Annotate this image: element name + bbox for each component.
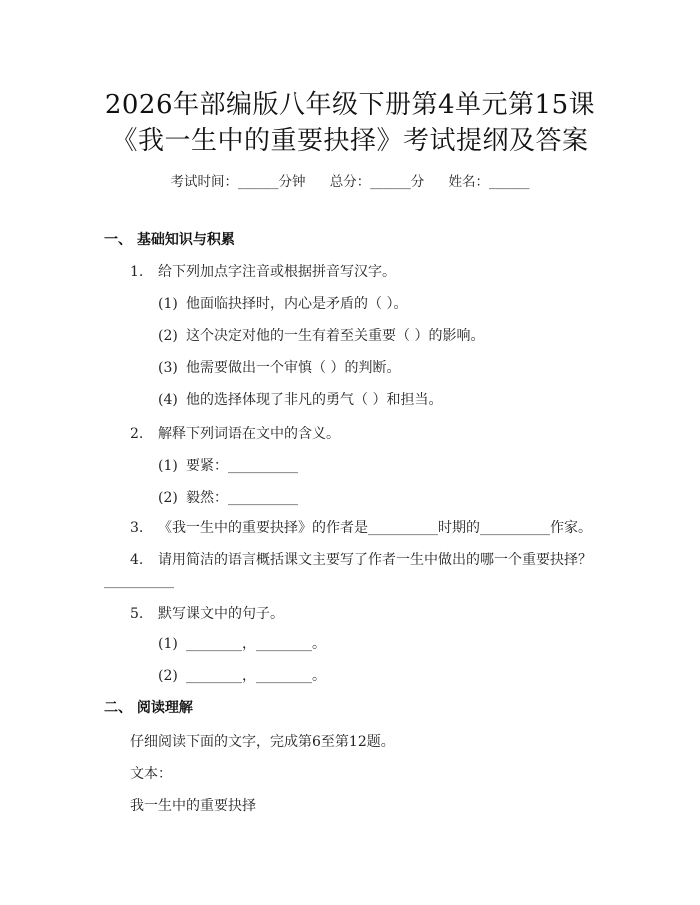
section-1-heading: 一、 基础知识与积累 [104, 232, 235, 248]
question-2-item-1 [158, 455, 298, 475]
question-5-item-2 [158, 665, 326, 685]
document-title-line-1: 2026年部编版八年级下册第4单元第15课 [104, 90, 596, 120]
question-2-item-2 [158, 487, 298, 507]
question-text: 给下列加点字注音或根据拼音写汉字。 [158, 264, 396, 280]
total-score-field: 总分：______分 [329, 174, 425, 190]
question-1-item-4 [158, 389, 442, 409]
question-5-item-1 [158, 633, 326, 653]
question-text: 《我一生中的重要抉择》的作者是__________时期的__________作家。 [158, 520, 592, 536]
item-number: (2) [158, 490, 178, 506]
student-name-field: 姓名：______ [448, 174, 530, 190]
reading-text-title: 我一生中的重要抉择 [130, 798, 256, 814]
item-number: (3) [158, 360, 178, 376]
question-text: 解释下列词语在文中的含义。 [158, 426, 340, 442]
question-number: 2. [130, 426, 144, 442]
question-2 [130, 423, 340, 443]
item-text: ________，________。 [186, 668, 326, 684]
question-4-answer-blank: __________ [104, 573, 174, 589]
question-number: 3. [130, 520, 144, 536]
document-title-line-2: 《我一生中的重要抉择》考试提纲及答案 [111, 126, 589, 156]
item-text: 他需要做出一个审慎（ ）的判断。 [186, 360, 401, 376]
reading-instructions: 仔细阅读下面的文字，完成第6至第12题。 [130, 734, 395, 750]
item-number: (1) [158, 458, 178, 474]
question-1-item-2 [158, 325, 484, 345]
item-text: 毅然：__________ [186, 490, 298, 506]
item-number: (2) [158, 328, 178, 344]
question-text: 默写课文中的句子。 [158, 606, 284, 622]
question-number: 4. [130, 552, 144, 568]
exam-time-field: 考试时间：______分钟 [170, 174, 306, 190]
item-text: 他的选择体现了非凡的勇气（ ）和担当。 [186, 392, 443, 408]
question-1-item-3 [158, 357, 400, 377]
item-number: (1) [158, 636, 178, 652]
question-number: 1. [130, 264, 144, 280]
question-4 [130, 549, 592, 569]
item-text: 这个决定对他的一生有着至关重要（ ）的影响。 [186, 328, 485, 344]
exam-meta [0, 170, 700, 190]
question-5 [130, 603, 284, 623]
text-label: 文本： [130, 766, 172, 782]
question-text: 请用简洁的语言概括课文主要写了作者一生中做出的哪一个重要抉择？ [158, 552, 592, 568]
item-number: (2) [158, 668, 178, 684]
question-number: 5. [130, 606, 144, 622]
section-2-heading: 二、 阅读理解 [104, 700, 193, 716]
item-text: 要紧：__________ [186, 458, 298, 474]
item-number: (4) [158, 392, 178, 408]
item-text: ________，________。 [186, 636, 326, 652]
question-3 [130, 517, 592, 537]
question-1 [130, 261, 396, 281]
item-text: 他面临抉择时，内心是矛盾的（ ）。 [186, 296, 408, 312]
item-number: (1) [158, 296, 178, 312]
question-1-item-1 [158, 293, 407, 313]
